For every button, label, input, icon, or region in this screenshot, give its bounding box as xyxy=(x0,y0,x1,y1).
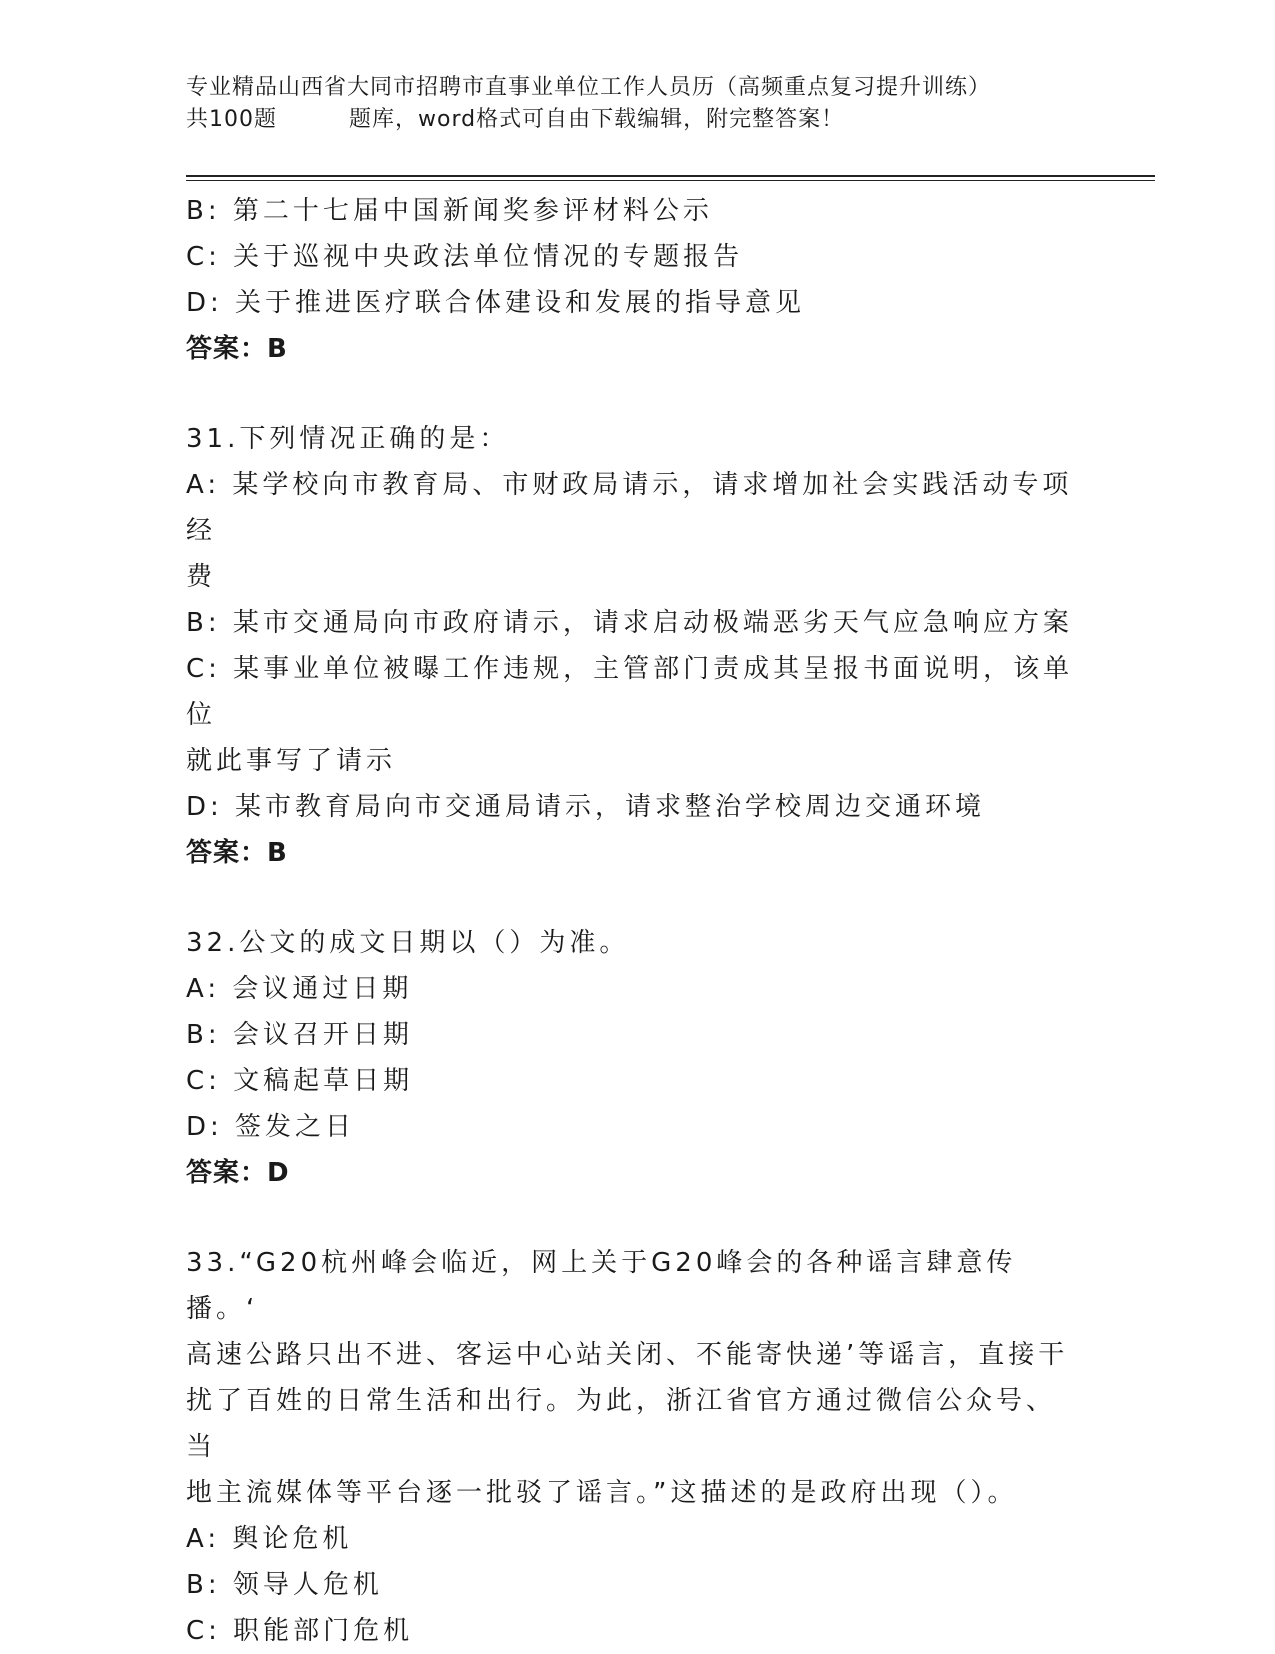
question-stem-line: 扰了百姓的日常生活和出行。为此，浙江省官方通过微信公众号、当 xyxy=(186,1386,1057,1462)
question-list xyxy=(186,188,1076,1654)
answer: 答案：D xyxy=(186,1158,290,1188)
answer: 答案：B xyxy=(186,838,288,868)
option-c: C: 职能部门危机 xyxy=(186,1616,414,1646)
header-divider-thick xyxy=(186,175,1155,177)
option-a-continued: 费 xyxy=(186,562,217,592)
answer: 答案：B xyxy=(186,334,288,364)
option-b: B: 领导人危机 xyxy=(186,1570,383,1600)
header-subtitle xyxy=(186,104,1086,136)
option-a: A: 舆论危机 xyxy=(186,1524,353,1554)
option-b: B: 会议召开日期 xyxy=(186,1020,413,1050)
question-stem-line: 高速公路只出不进、客运中心站关闭、不能寄快递’等谣言，直接干 xyxy=(186,1340,1069,1370)
question-31 xyxy=(186,416,1076,876)
option-d: D: 某市教育局向市交通局请示，请求整治学校周边交通环境 xyxy=(186,792,986,822)
question-30-continued xyxy=(186,188,1076,372)
option-d: D: 关于推进医疗联合体建设和发展的指导意见 xyxy=(186,288,806,318)
option-b: B: 第二十七届中国新闻奖参评材料公示 xyxy=(186,196,713,226)
document-header xyxy=(186,72,1086,136)
question-33 xyxy=(186,1240,1076,1654)
option-c: C: 关于巡视中央政法单位情况的专题报告 xyxy=(186,242,744,272)
option-c-continued: 就此事写了请示 xyxy=(186,746,397,776)
option-c: C: 某事业单位被曝工作违规，主管部门责成其呈报书面说明，该单位 xyxy=(186,654,1074,730)
option-d: D: 签发之日 xyxy=(186,1112,356,1142)
question-stem: 31.下列情况正确的是： xyxy=(186,424,510,454)
header-description: 题库，word格式可自由下载编辑，附完整答案！ xyxy=(349,107,845,132)
question-stem-line: 地主流媒体等平台逐一批驳了谣言。”这描述的是政府出现（）。 xyxy=(186,1478,1018,1508)
header-divider-thin xyxy=(186,180,1155,181)
option-c: C: 文稿起草日期 xyxy=(186,1066,414,1096)
question-32 xyxy=(186,920,1076,1196)
question-stem: 32.公文的成文日期以（）为准。 xyxy=(186,928,630,958)
question-stem-line: 33.“G20杭州峰会临近，网上关于G20峰会的各种谣言肆意传播。‘ xyxy=(186,1248,1017,1324)
option-a: A: 某学校向市教育局、市财政局请示，请求增加社会实践活动专项经 xyxy=(186,470,1073,546)
option-b: B: 某市交通局向市政府请示，请求启动极端恶劣天气应急响应方案 xyxy=(186,608,1073,638)
header-count: 共100题 xyxy=(186,107,277,132)
option-a: A: 会议通过日期 xyxy=(186,974,413,1004)
header-title: 专业精品山西省大同市招聘市直事业单位工作人员历（高频重点复习提升训练） xyxy=(186,75,992,100)
